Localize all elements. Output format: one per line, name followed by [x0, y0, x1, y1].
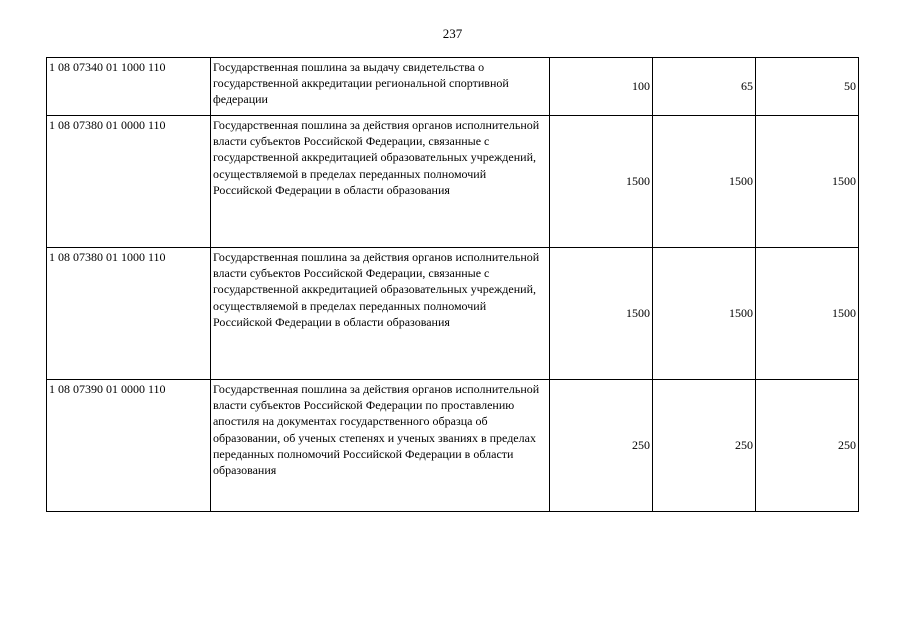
amount-cell-2: 250	[653, 380, 756, 512]
amount-cell-1: 100	[550, 58, 653, 116]
table-row	[47, 248, 859, 380]
table-row	[47, 380, 859, 512]
budget-code-cell: 1 08 07380 01 0000 110	[47, 116, 211, 248]
table-row	[47, 116, 859, 248]
budget-code-cell: 1 08 07380 01 1000 110	[47, 248, 211, 380]
amount-cell-1: 250	[550, 380, 653, 512]
amount-cell-2: 1500	[653, 116, 756, 248]
amount-cell-3: 1500	[756, 116, 859, 248]
revenue-name-cell: Государственная пошлина за действия органов исполнительной власти субъектов Российской Федерации, связанные с государственной аккредитацией образовательных учреждений, осуществляемой в пределах переданных полномочий Российской Федерации в области образования	[211, 248, 550, 380]
amount-cell-3: 1500	[756, 248, 859, 380]
amount-cell-3: 250	[756, 380, 859, 512]
amount-cell-2: 1500	[653, 248, 756, 380]
table-row	[47, 58, 859, 116]
amount-cell-1: 1500	[550, 116, 653, 248]
amount-cell-2: 65	[653, 58, 756, 116]
amount-cell-1: 1500	[550, 248, 653, 380]
page-number: 237	[442, 26, 463, 41]
amount-cell-3: 50	[756, 58, 859, 116]
budget-code-cell: 1 08 07340 01 1000 110	[47, 58, 211, 116]
budget-code-cell: 1 08 07390 01 0000 110	[47, 380, 211, 512]
revenue-name-cell: Государственная пошлина за выдачу свидетельства о государственной аккредитации региональной спортивной федерации	[211, 58, 550, 116]
budget-table	[46, 57, 859, 512]
revenue-name-cell: Государственная пошлина за действия органов исполнительной власти субъектов Российской Федерации, связанные с государственной аккредитацией образовательных учреждений, осуществляемой в пределах переданных полномочий Российской Федерации в области образования	[211, 116, 550, 248]
revenue-name-cell: Государственная пошлина за действия органов исполнительной власти субъектов Российской Федерации по проставлению апостиля на документах государственного образца об образовании, об ученых степенях и ученых званиях в пределах переданных полномочий Российской Федерации в области образования	[211, 380, 550, 512]
